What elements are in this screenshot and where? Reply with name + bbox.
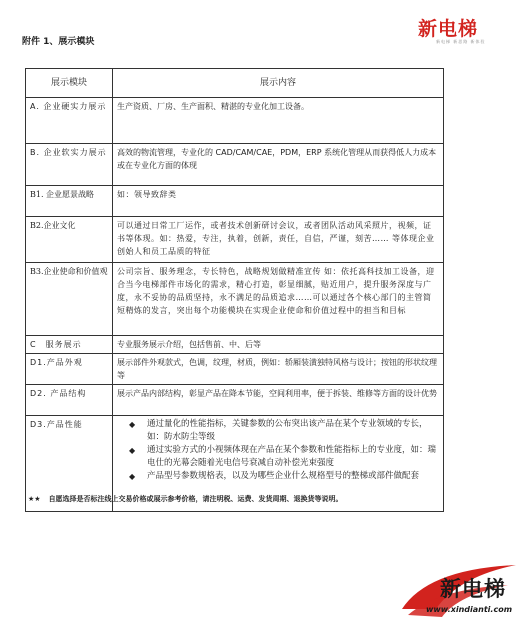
- module-table: [25, 68, 444, 512]
- brand-logo-tagline: 新电梯 新思路 新体验: [436, 39, 486, 44]
- table-row: [26, 217, 444, 263]
- table-row: [26, 385, 444, 416]
- brand-url: www.xindianti.com: [426, 605, 513, 614]
- brand-logo-text: 新电梯: [418, 18, 479, 40]
- list-item-text: 通过实验方式的小视频体现在产品在某个参数和性能指标上的专业度，如：瑞电仕的光幕会随着光电信号衰减自动补偿光束强度: [147, 445, 437, 468]
- column-header-module: 展示模块: [26, 69, 113, 98]
- brand-logo-top: [418, 14, 508, 42]
- list-item-text: 产品型号参数规格表，以及为哪些企业什么规格型号的整梯或部件做配套: [147, 471, 420, 481]
- table-row: [26, 186, 444, 217]
- table-header-row: [26, 69, 444, 98]
- row-content: 高效的物流管理，专业化的 CAD/CAM/CAE，PDM，ERP 系统化管理从而获得低人力成本或在专业化方面的体现: [113, 144, 444, 186]
- row-content: 展示产品内部结构，彰显产品在降本节能，空间利用率，便于拆装、维修等方面的设计优势: [113, 385, 444, 416]
- table-row: [26, 263, 444, 336]
- row-content: 公司宗旨、服务理念，专长特色，战略规划做精准宣传 如：依托高科技加工设备，迎合当今电梯部件市场化的需求，精心打造，彰显细腻，贴近用户，提升服务深度与广度，永不妥协的品质坚持，永不满足的品质追求……可以通过各个核心部门的主管简短精炼的发言，突出每个功能模块在实现企业使命和价值过程中的担当和目标: [113, 263, 444, 336]
- table-row: [26, 98, 444, 144]
- table-row: [26, 336, 444, 354]
- row-label: B3.企业使命和价值观: [26, 263, 113, 336]
- brand-logo-text: 新电梯: [440, 577, 506, 601]
- diamond-bullet-icon: ◆: [129, 446, 136, 455]
- diamond-bullet-icon: ◆: [129, 472, 136, 481]
- performance-bullet-list: [117, 418, 439, 483]
- row-label: D3.产品性能: [26, 416, 113, 512]
- row-label: A. 企业硬实力展示: [26, 98, 113, 144]
- row-content: 如：领导致辞类: [113, 186, 444, 217]
- row-content: 可以通过日常工厂运作，或者技术创新研讨会议，或者团队活动风采照片，视频，证书等体现。如：热爱，专注，执着，创新，责任，自信，严谨，刻苦…… 等体现企业创始人和员工品质的特征: [113, 217, 444, 263]
- row-content: 展示部件外观款式，色调，纹理，材质，例如：轿厢装潢独特风格与设计；按钮的形状纹理等: [113, 354, 444, 385]
- diamond-bullet-icon: ◆: [129, 420, 136, 429]
- brand-logo-bottom: [398, 553, 523, 625]
- footnote: [28, 494, 343, 504]
- footnote-text: 自愿选择是否标注线上交易价格或展示参考价格，请注明税、运费、发货周期、退换货等说明。: [48, 495, 343, 503]
- row-label: B. 企业软实力展示: [26, 144, 113, 186]
- table-row: [26, 144, 444, 186]
- star-icon: ★★: [28, 495, 41, 503]
- row-content: 生产资质、厂房、生产面积、精湛的专业化加工设备。: [113, 98, 444, 144]
- row-label: D1.产品外观: [26, 354, 113, 385]
- row-content: 专业服务展示介绍，包括售前、中、后等: [113, 336, 444, 354]
- row-label: B2.企业文化: [26, 217, 113, 263]
- table-row: [26, 354, 444, 385]
- column-header-content: 展示内容: [113, 69, 444, 98]
- page-title: 附件 1、展示模块: [22, 37, 95, 47]
- row-label: B1. 企业愿景战略: [26, 186, 113, 217]
- list-item-text: 通过量化的性能指标，关键参数的公布突出该产品在某个专业领域的专长，如：防水防尘等级: [147, 419, 428, 442]
- row-label: D2. 产品结构: [26, 385, 113, 416]
- list-item: [129, 444, 439, 470]
- row-label: C 服务展示: [26, 336, 113, 354]
- list-item: [129, 470, 439, 483]
- list-item: [129, 418, 439, 444]
